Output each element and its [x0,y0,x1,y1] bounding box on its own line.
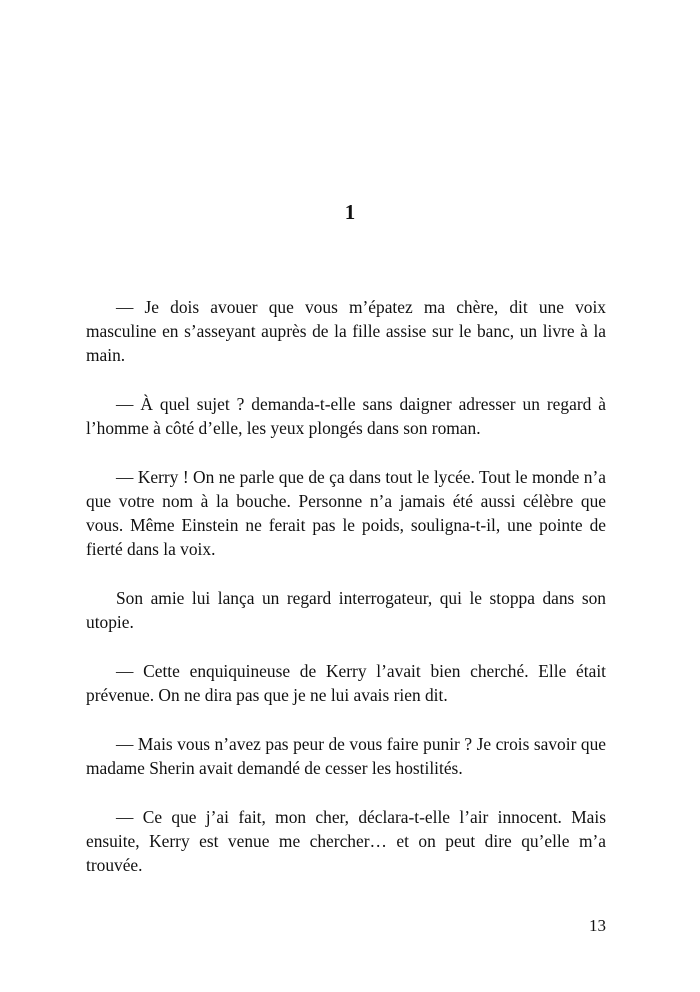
paragraph: Son amie lui lança un regard interrogateur, qui le stoppa dans son utopie. [86,588,606,632]
paragraph: — Mais vous n’avez pas peur de vous faire punir ? Je crois savoir que madame Sherin avait demandé de cesser les hostilités. [86,734,606,778]
paragraph: — Je dois avouer que vous m’épatez ma chère, dit une voix masculine en s’asseyant auprès de la fille assise sur le banc, un livre à la main. [86,297,606,365]
paragraph: — Ce que j’ai fait, mon cher, déclara-t-elle l’air innocent. Mais ensuite, Kerry est venue me chercher… et on peut dire qu’elle m’a trouvée. [86,807,606,875]
paragraph: — Kerry ! On ne parle que de ça dans tout le lycée. Tout le monde n’a que votre nom à la bouche. Personne n’a jamais été aussi célèbre que vous. Même Einstein ne ferait pas le poids, souligna-t-il, une pointe de fierté dans la voix. [86,467,606,559]
paragraph: — À quel sujet ? demanda-t-elle sans daigner adresser un regard à l’homme à côté d’elle, les yeux plongés dans son roman. [86,394,606,438]
paragraph: — Cette enquiquineuse de Kerry l’avait bien cherché. Elle était prévenue. On ne dira pas que je ne lui avais rien dit. [86,661,606,705]
chapter-body [86,295,606,902]
page-number: 13 [589,916,606,935]
chapter-number: 1 [344,200,356,224]
